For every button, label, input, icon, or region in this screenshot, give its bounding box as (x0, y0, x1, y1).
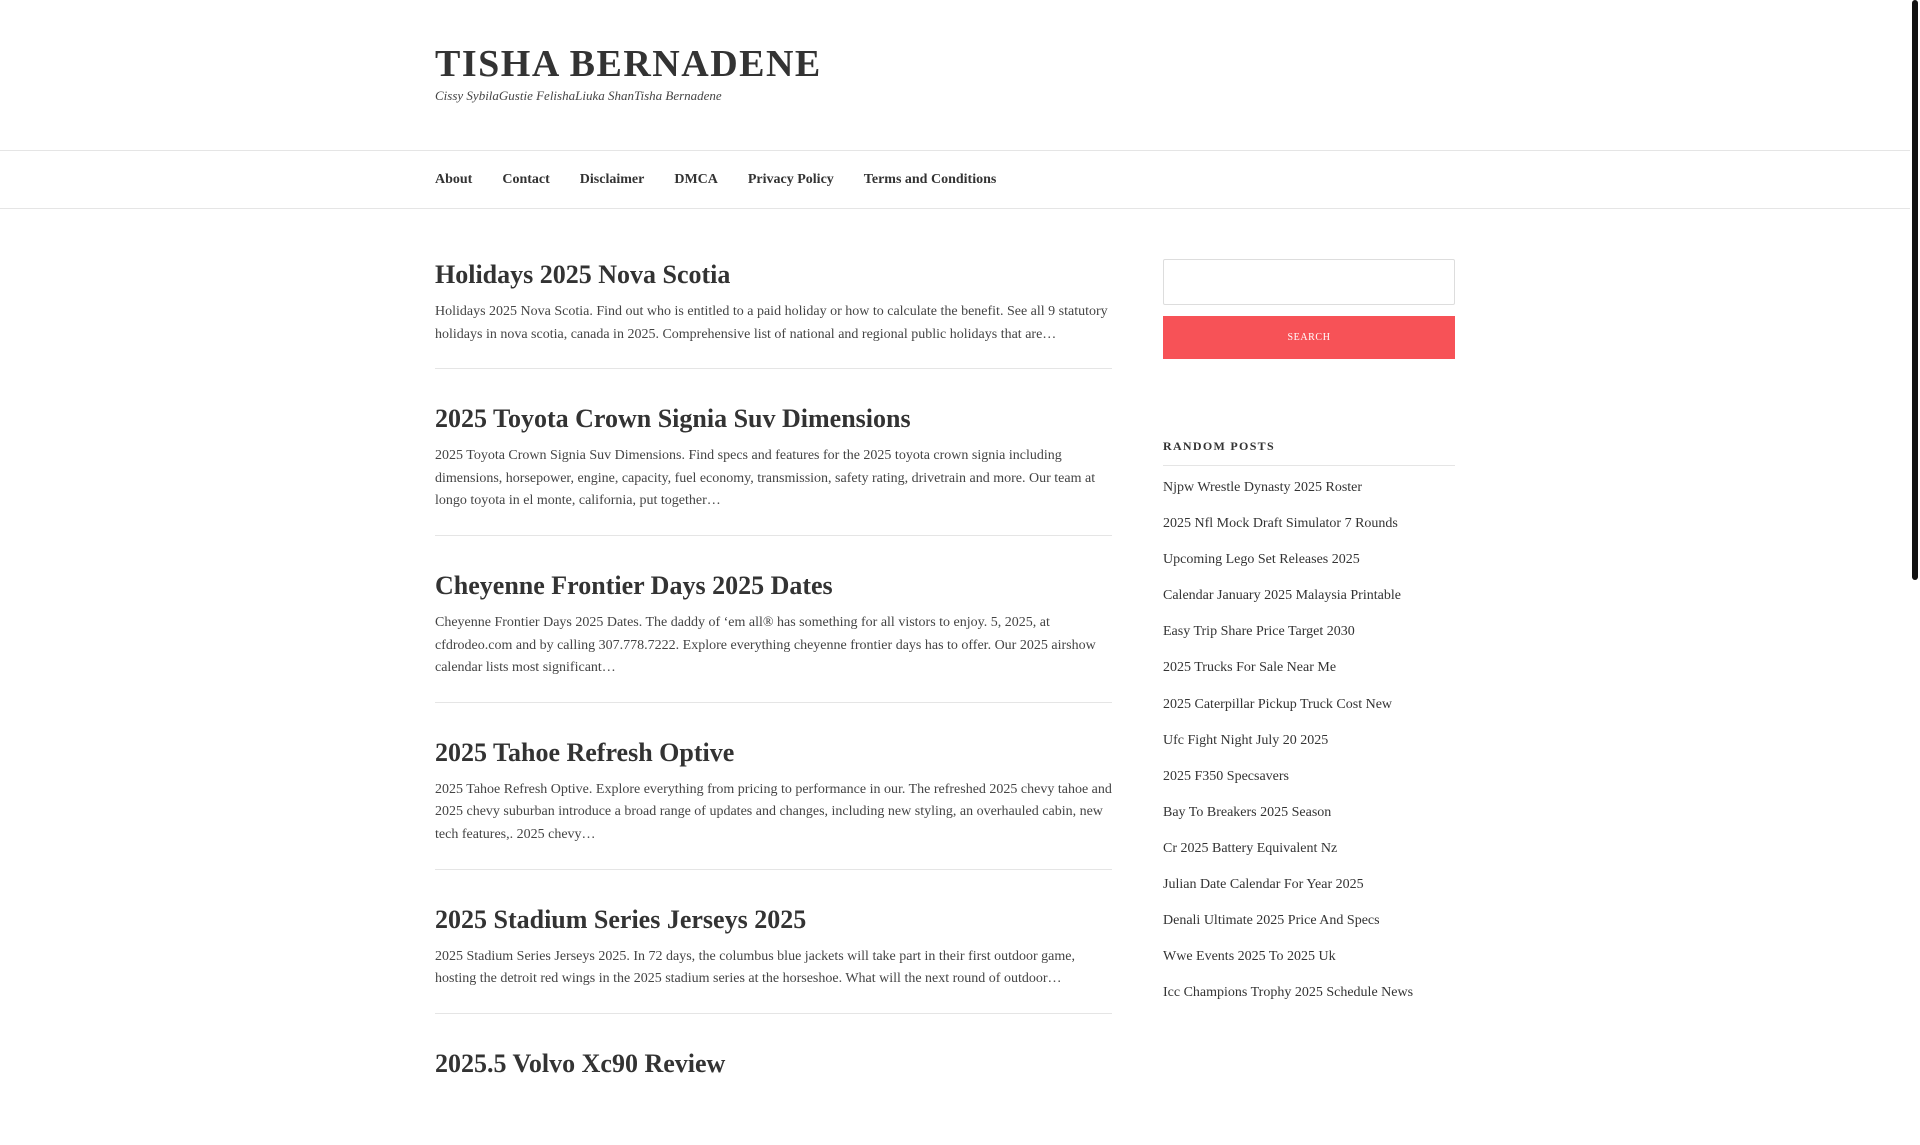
post-excerpt: Cheyenne Frontier Days 2025 Dates. The daddy of ‘em all® has something for all vistors to enjoy. 5, 2025, at cfdrodeo.com and by calling 307.778.7222. Explore everything cheyenne frontier days has to offer. Our 2025 airshow calendar lists most significant… (435, 614, 1096, 676)
random-post-link[interactable]: Easy Trip Share Price Target 2030 (1163, 624, 1355, 640)
nav-item-privacy-policy[interactable]: Privacy Policy (747, 171, 834, 187)
random-post-link[interactable]: 2025 Trucks For Sale Near Me (1163, 660, 1337, 676)
random-post-link[interactable]: 2025 Nfl Mock Draft Simulator 7 Rounds (1163, 516, 1398, 532)
post-title[interactable]: 2025 Toyota Crown Signia Suv Dimensions (435, 404, 911, 434)
search-button[interactable]: SEARCH (1163, 316, 1455, 359)
search-input[interactable] (1163, 259, 1455, 305)
nav-item-about[interactable]: About (435, 171, 473, 187)
post-item (435, 569, 1112, 703)
post-title[interactable]: Holidays 2025 Nova Scotia (435, 260, 731, 289)
random-post-link[interactable]: Bay To Breakers 2025 Season (1163, 804, 1332, 820)
post-item (435, 258, 1112, 369)
random-post-link[interactable]: Denali Ultimate 2025 Price And Specs (1163, 913, 1380, 929)
main-nav (0, 151, 1920, 209)
nav-item-disclaimer[interactable]: Disclaimer (579, 171, 645, 187)
nav-list (435, 151, 1026, 208)
random-post-link[interactable]: 2025 F350 Specsavers (1163, 768, 1289, 784)
post-title[interactable]: Cheyenne Frontier Days 2025 Dates (435, 570, 833, 600)
post-list (435, 258, 1112, 1145)
site-title[interactable]: TISHA BERNADENE (435, 43, 822, 85)
random-post-link[interactable]: Wwe Events 2025 To 2025 Uk (1163, 949, 1336, 965)
random-post-link[interactable]: Ufc Fight Night July 20 2025 (1163, 732, 1329, 748)
post-excerpt: 2025 Toyota Crown Signia Suv Dimensions. Find specs and features for the 2025 toyota crown signia including dimensions, horsepower, engine, capacity, fuel economy, transmission, safety rating, drivetrain and more. Our team at longo toyota in el monte, california, put together… (435, 448, 1096, 509)
random-post-link[interactable]: Calendar January 2025 Malaysia Printable (1163, 588, 1401, 604)
page-scrollbar[interactable] (1910, 0, 1920, 1080)
post-item (435, 402, 1112, 536)
brand (435, 40, 822, 104)
random-post-link[interactable]: Cr 2025 Battery Equivalent Nz (1163, 840, 1338, 856)
random-posts-title: RANDOM POSTS (1163, 439, 1455, 466)
search-form (1163, 259, 1455, 359)
scrollbar-thumb[interactable] (1912, 0, 1918, 580)
random-post-link[interactable]: Upcoming Lego Set Releases 2025 (1163, 552, 1360, 568)
random-post-link[interactable]: Julian Date Calendar For Year 2025 (1163, 877, 1364, 893)
site-tagline: Cissy SybilaGustie FelishaLiuka ShanTisha Bernadene (435, 88, 722, 103)
random-post-link[interactable]: Icc Champions Trophy 2025 Schedule News (1163, 985, 1414, 1001)
nav-item-terms-and-conditions[interactable]: Terms and Conditions (863, 171, 997, 187)
post-excerpt: 2025 Tahoe Refresh Optive. Explore everything from pricing to performance in our. The refreshed 2025 chevy tahoe and 2025 chevy suburban introduce a broad range of updates and changes, including new styling, an overhauled cabin, new tech features,. 2025 chevy… (435, 781, 1112, 842)
post-title[interactable]: 2025 Tahoe Refresh Optive (435, 737, 735, 767)
post-title[interactable]: 2025 Stadium Series Jerseys 2025 (435, 904, 807, 934)
post-excerpt: Holidays 2025 Nova Scotia. Find out who is entitled to a paid holiday or how to calculate the benefit. See all 9 statutory holidays in nova scotia, canada in 2025. Comprehensive list of national and regional public holidays that are… (435, 304, 1108, 342)
post-title[interactable]: 2025.5 Volvo Xc90 Review (435, 1048, 726, 1078)
post-item (435, 903, 1112, 1014)
random-posts-list (1163, 470, 1455, 1011)
random-post-link[interactable]: Njpw Wrestle Dynasty 2025 Roster (1163, 480, 1363, 495)
site-header (0, 0, 1920, 151)
post-item (435, 1047, 1112, 1112)
post-excerpt: 2025 Stadium Series Jerseys 2025. In 72 days, the columbus blue jackets will take part in their first outdoor game, hosting the detroit red wings in the 2025 stadium series at the horseshoe. What will the next round of outdoor… (435, 948, 1075, 987)
post-item (435, 736, 1112, 870)
nav-item-dmca[interactable]: DMCA (674, 171, 718, 187)
sidebar (1163, 259, 1455, 1011)
nav-item-contact[interactable]: Contact (502, 171, 550, 187)
random-post-link[interactable]: 2025 Caterpillar Pickup Truck Cost New (1163, 696, 1393, 712)
